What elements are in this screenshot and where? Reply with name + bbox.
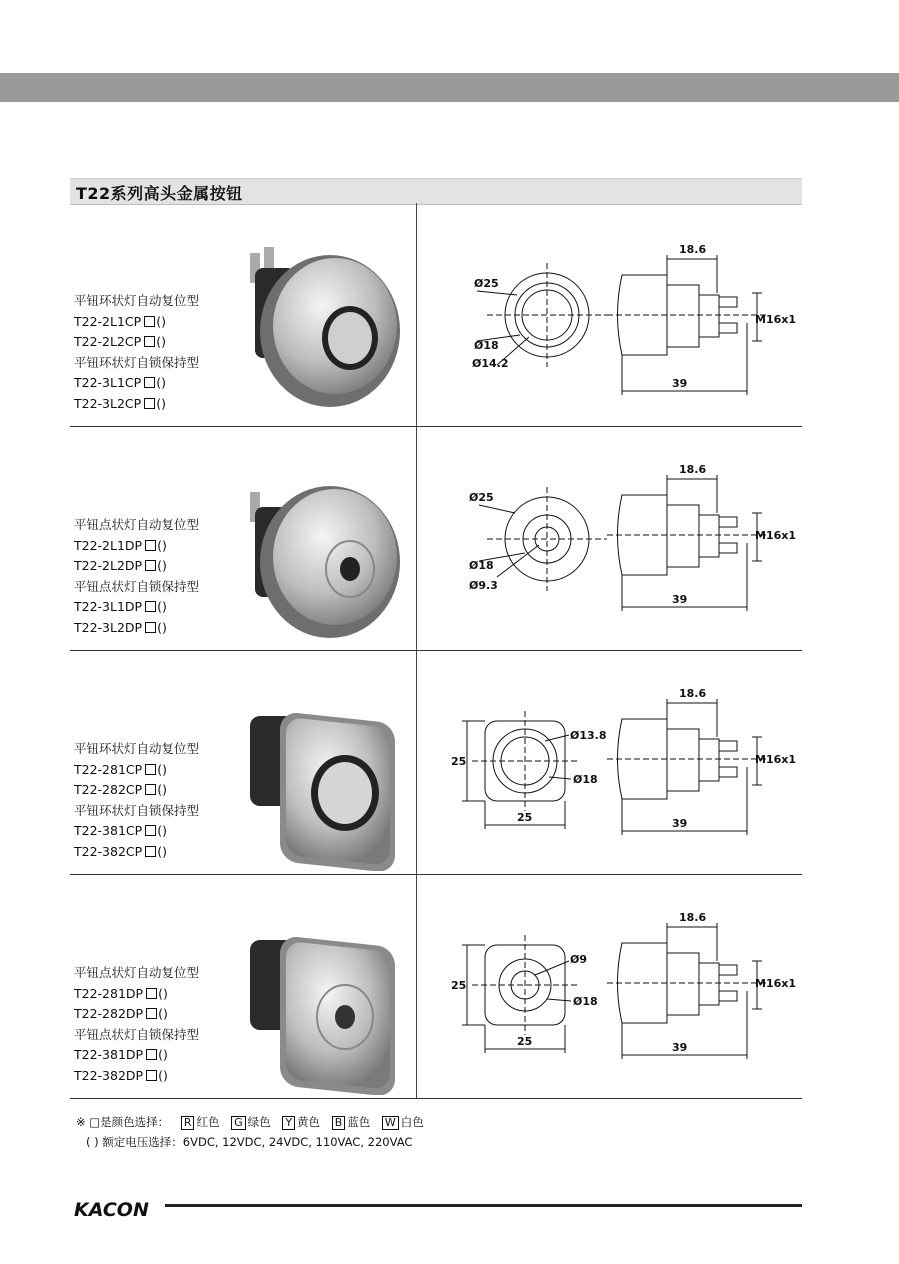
model-code: T22-2L2CP () (74, 334, 166, 350)
dim-outer-diameter: Ø25 (474, 277, 499, 290)
product-row-1 (70, 203, 802, 427)
round-dot-button-photo (230, 457, 405, 647)
dim-width: 18.6 (679, 911, 707, 924)
model-code: T22-382CP () (74, 843, 167, 859)
model-code: T22-282CP () (74, 782, 167, 798)
dim-thread: M16x1 (755, 753, 797, 766)
dim-inner-diameter: Ø14.2 (472, 357, 509, 370)
type-label: 平钮环状灯自动复位型 (74, 293, 200, 308)
dim-side: 25 (451, 755, 467, 768)
dimension-drawing (417, 203, 802, 427)
model-code: T22-2L1DP () (74, 537, 167, 553)
dim-cap-diameter: Ø9 (570, 953, 588, 966)
dimension-drawing (417, 427, 802, 651)
dimension-drawing (417, 875, 802, 1099)
product-row-3 (70, 651, 802, 875)
svg-text:KACON: KACON (74, 1199, 149, 1220)
dim-inner-diameter: Ø9.3 (469, 579, 498, 592)
dim-width: 18.6 (679, 243, 707, 256)
square-dot-button-photo (230, 905, 405, 1095)
dim-length: 39 (672, 377, 688, 390)
model-code: T22-3L2DP () (74, 619, 167, 635)
model-code: T22-3L2CP () (74, 395, 166, 411)
voltage-note: ( ) 额定电压选择：6VDC, 12VDC, 24VDC, 110VAC, 220VAC (86, 1135, 413, 1149)
type-label: 平钮点状灯自动复位型 (74, 965, 200, 980)
color-note: ※ □是颜色选择： R 红色 G 绿色 Y 黄色 B 蓝色 W 白色 (76, 1115, 424, 1129)
model-list (74, 515, 199, 639)
type-label: 平钮点状灯自锁保持型 (74, 1026, 200, 1042)
dim-mid-diameter: Ø18 (469, 559, 494, 572)
dim-length: 39 (672, 593, 688, 606)
model-code: T22-381CP () (74, 823, 167, 839)
dim-thread: M16x1 (755, 977, 797, 990)
model-code: T22-281CP () (74, 761, 167, 777)
model-code: T22-3L1DP () (74, 599, 167, 615)
header-band (0, 73, 899, 102)
dim-bottom: 25 (517, 1035, 533, 1048)
dim-thread: M16x1 (755, 529, 797, 542)
dim-width: 18.6 (679, 463, 707, 476)
round-ring-button-photo (230, 233, 405, 423)
dim-side: 25 (451, 979, 467, 992)
dim-cap-diameter: Ø13.8 (570, 729, 607, 742)
brand-logo (74, 1198, 154, 1220)
square-ring-button-photo (230, 681, 405, 871)
type-label: 平钮点状灯自锁保持型 (74, 578, 200, 594)
dim-thread: M16x1 (755, 313, 797, 326)
dim-outer-diameter: Ø25 (469, 491, 494, 504)
type-label: 平钮环状灯自锁保持型 (74, 802, 200, 818)
product-row-2 (70, 427, 802, 651)
dimension-drawing (417, 651, 802, 875)
type-label: 平钮环状灯自锁保持型 (74, 354, 200, 370)
dim-ring-diameter: Ø18 (573, 773, 598, 786)
type-label: 平钮点状灯自动复位型 (74, 517, 200, 532)
model-code: T22-2L1CP () (74, 313, 166, 329)
dim-length: 39 (672, 1041, 688, 1054)
selection-notes (76, 1112, 424, 1152)
dim-width: 18.6 (679, 687, 707, 700)
dim-ring-diameter: Ø18 (573, 995, 598, 1008)
model-code: T22-282DP () (74, 1006, 168, 1022)
model-code: T22-381DP () (74, 1047, 168, 1063)
model-code: T22-3L1CP () (74, 375, 166, 391)
type-label: 平钮环状灯自动复位型 (74, 741, 200, 756)
dim-bottom: 25 (517, 811, 533, 824)
model-list (74, 291, 199, 415)
model-list (74, 739, 199, 863)
model-list (74, 963, 199, 1087)
section-title-bar (70, 178, 802, 205)
model-code: T22-281DP () (74, 985, 168, 1001)
product-row-4 (70, 875, 802, 1099)
model-code: T22-382DP () (74, 1067, 168, 1083)
dim-mid-diameter: Ø18 (474, 339, 499, 352)
model-code: T22-2L2DP () (74, 558, 167, 574)
page-title: T22系列高头金属按钮 (76, 184, 243, 203)
footer-rule (165, 1204, 802, 1207)
dim-length: 39 (672, 817, 688, 830)
